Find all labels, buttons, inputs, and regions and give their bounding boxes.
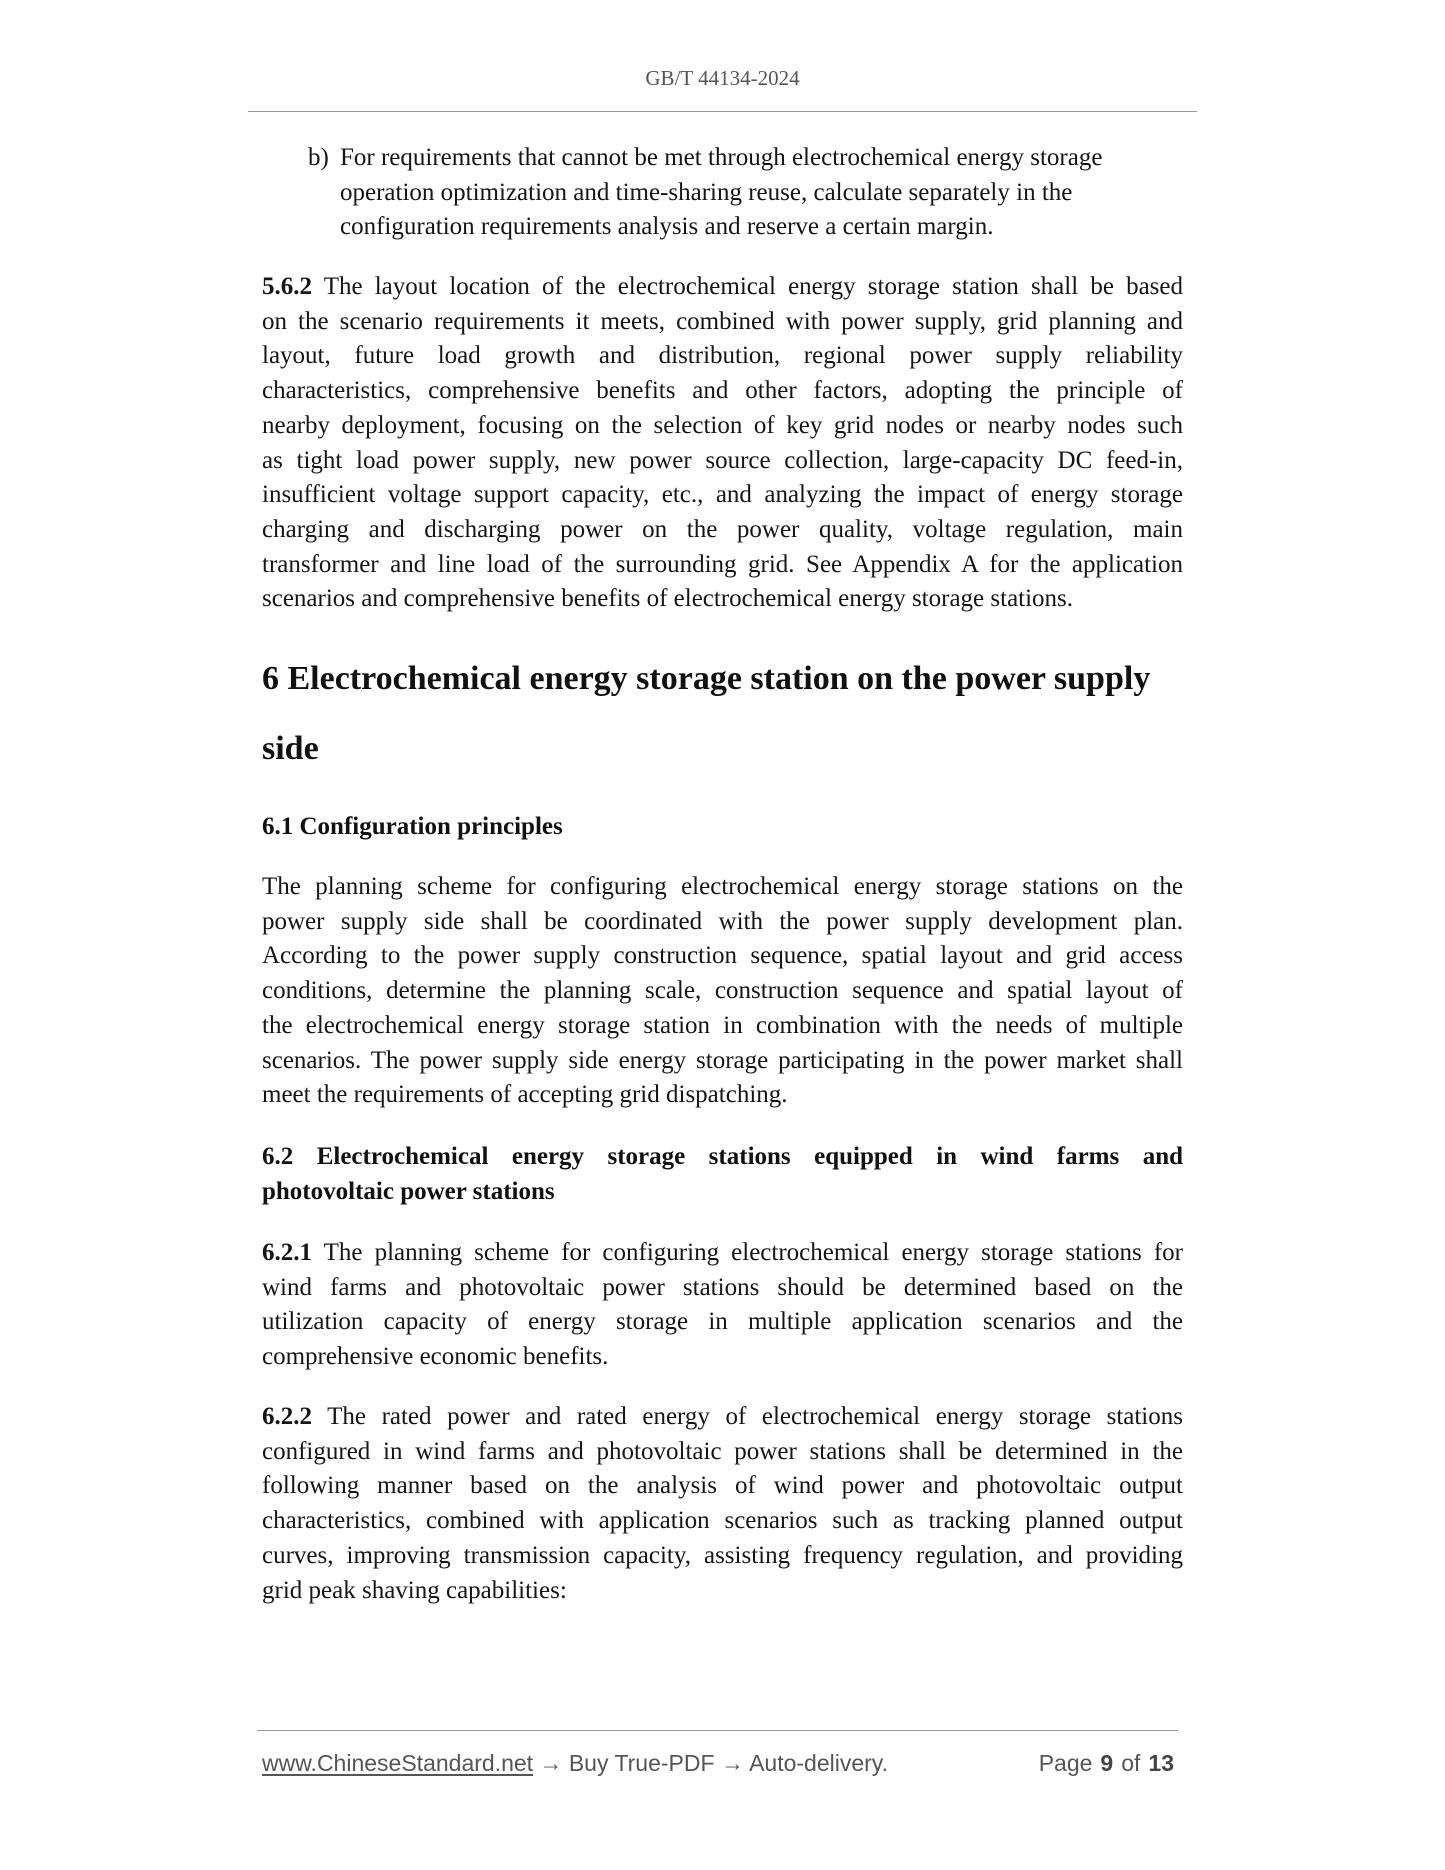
text-line: The planning scheme for configuring electrochemical energy storage stations on the <box>262 873 1183 900</box>
chinesestandard-link[interactable]: www.ChineseStandard.net <box>262 1750 534 1776</box>
page-footer <box>262 1750 1178 1778</box>
text-line: on the scenario requirements it meets, combined with power supply, grid planning and <box>262 307 1183 335</box>
page-label: Page <box>1038 1750 1093 1776</box>
text-line: operation optimization and time-sharing reuse, calculate separately in the <box>340 178 1073 206</box>
arrow-right-icon: → <box>720 1750 744 1776</box>
page-total: 13 <box>1148 1750 1174 1776</box>
text-line: 6.2.2 The rated power and rated energy of electrochemical energy storage stations <box>262 1403 1183 1430</box>
clause-6-2-1 <box>262 1236 1183 1375</box>
text-line: transformer and line load of the surrounding grid. See Appendix A for the application <box>262 550 1183 578</box>
text-line: nearby deployment, focusing on the selection of key grid nodes or nearby nodes such <box>262 411 1183 439</box>
list-marker: b) <box>308 144 329 171</box>
footer-divider <box>257 1730 1178 1731</box>
text-line: insufficient voltage support capacity, etc., and analyzing the impact of energy storage <box>262 481 1183 509</box>
text-line: For requirements that cannot be met through electrochemical energy storage <box>340 144 1103 171</box>
text-line: charging and discharging power on the power quality, voltage regulation, main <box>262 515 1183 543</box>
text-line: comprehensive economic benefits. <box>262 1343 609 1371</box>
text-line: grid peak shaving capabilities: <box>262 1576 567 1604</box>
auto-delivery-text: Auto-delivery. <box>749 1750 888 1776</box>
heading-line: side <box>262 730 319 767</box>
text-line: layout, future load growth and distribution, regional power supply reliability <box>262 342 1183 370</box>
text-line: According to the power supply construction sequence, spatial layout and grid access <box>262 942 1183 970</box>
text-line: configuration requirements analysis and reserve a certain margin. <box>340 213 994 241</box>
text-line: utilization capacity of energy storage in multiple application scenarios and the <box>262 1308 1183 1336</box>
text-line: conditions, determine the planning scale, construction sequence and spatial layout of <box>262 977 1183 1005</box>
text-line: scenarios and comprehensive benefits of electrochemical energy storage stations. <box>262 585 1074 613</box>
header-divider <box>248 111 1197 112</box>
list-item-body <box>340 141 1183 245</box>
arrow-right-icon: → <box>539 1750 563 1776</box>
text-line: characteristics, comprehensive benefits and other factors, adopting the principle of <box>262 377 1183 405</box>
page-of-label: of <box>1121 1750 1141 1776</box>
heading-line: photovoltaic power stations <box>262 1177 555 1205</box>
section-6-1-heading: 6.1 Configuration principles <box>262 813 563 840</box>
text-line: configured in wind farms and photovoltaic power stations shall be determined in the <box>262 1437 1183 1465</box>
text-line: 6.2.1 The planning scheme for configuring electrochemical energy storage stations for <box>262 1239 1183 1266</box>
page-indicator <box>1039 1750 1174 1776</box>
text-line: characteristics, combined with application scenarios such as tracking planned output <box>262 1507 1183 1535</box>
text-line: curves, improving transmission capacity, assisting frequency regulation, and providing <box>262 1541 1183 1569</box>
footer-promo <box>262 1750 888 1776</box>
clause-number: 6.2.2 <box>262 1403 312 1430</box>
buy-true-pdf-text: Buy True-PDF <box>568 1750 715 1776</box>
section-6-2-heading <box>262 1140 1183 1209</box>
section-6-1-paragraph <box>262 870 1183 1113</box>
clause-number: 6.2.1 <box>262 1239 312 1266</box>
text-line: wind farms and photovoltaic power stations should be determined based on the <box>262 1273 1183 1301</box>
text-line: meet the requirements of accepting grid dispatching. <box>262 1081 788 1109</box>
text-line: scenarios. The power supply side energy storage participating in the power market shall <box>262 1046 1183 1074</box>
text-line: following manner based on the analysis of wind power and photovoltaic output <box>262 1472 1183 1500</box>
section-6-heading <box>262 644 1183 784</box>
text-line: as tight load power supply, new power source collection, large-capacity DC feed-in, <box>262 446 1183 474</box>
heading-line: 6 Electrochemical energy storage station on the power supply <box>262 660 1151 697</box>
running-header: GB/T 44134-2024 <box>645 66 800 90</box>
heading-line: 6.2 Electrochemical energy storage stations equipped in wind farms and <box>262 1143 1183 1170</box>
text-line: 5.6.2 The layout location of the electrochemical energy storage station shall be based <box>262 273 1183 300</box>
page-current: 9 <box>1100 1750 1114 1776</box>
clause-number: 5.6.2 <box>262 273 312 300</box>
text-line: the electrochemical energy storage station in combination with the needs of multiple <box>262 1011 1183 1039</box>
clause-5-6-2 <box>262 270 1183 617</box>
clause-6-2-2 <box>262 1400 1183 1608</box>
text-line: power supply side shall be coordinated with the power supply development plan. <box>262 907 1183 935</box>
